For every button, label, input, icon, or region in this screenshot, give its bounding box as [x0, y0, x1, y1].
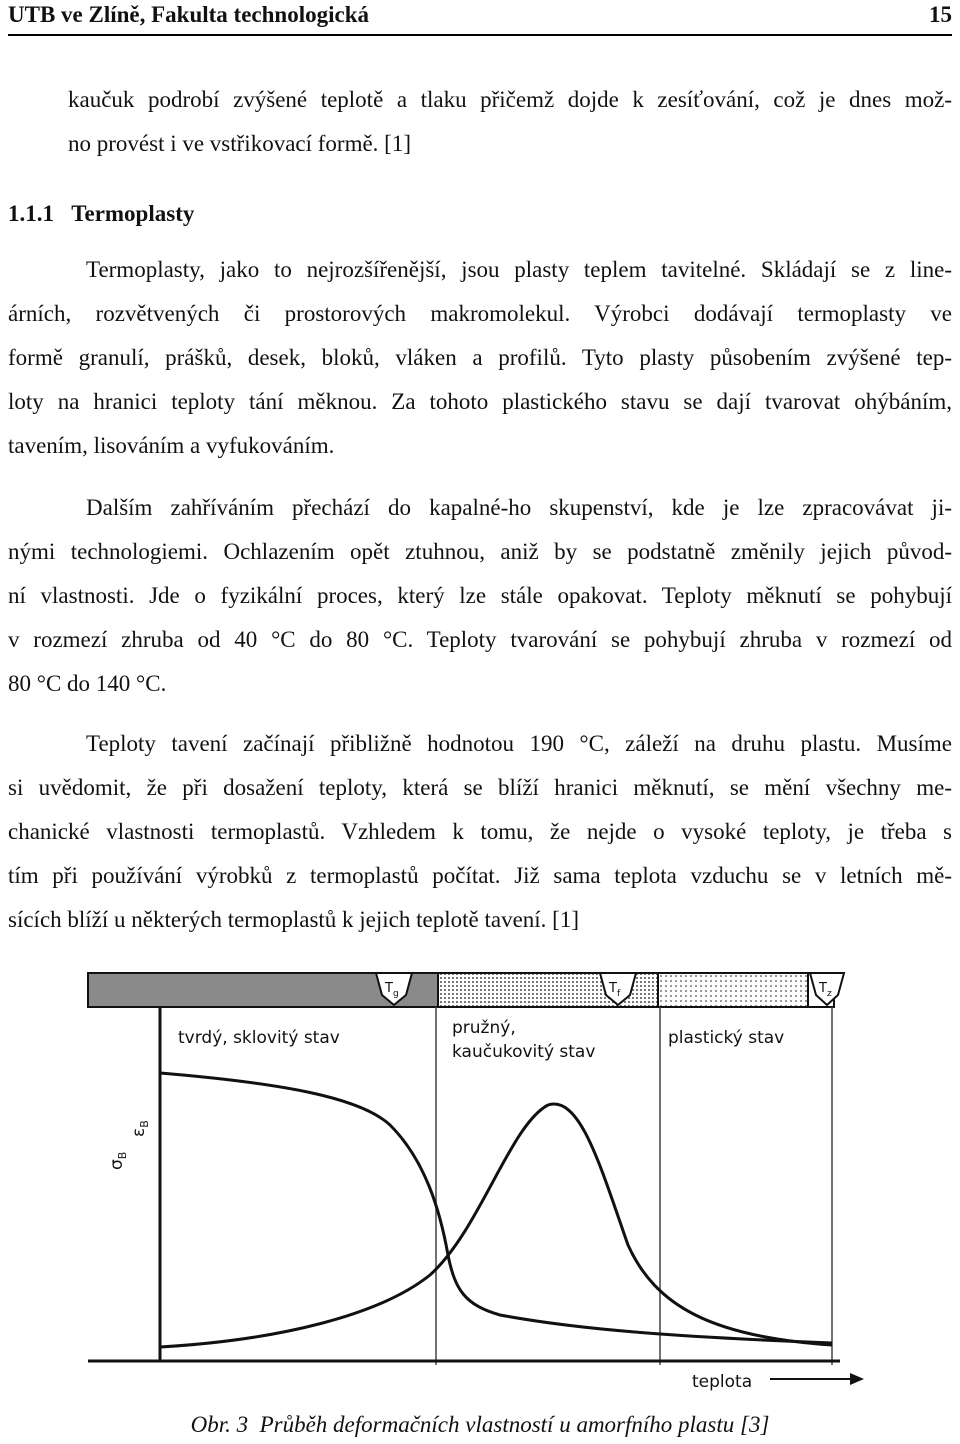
paragraph-line: Dalším zahříváním přechází do kapalné-ho skupenství, kde je lze zpracovávat ji-	[86, 495, 952, 520]
deformation-figure	[80, 965, 880, 1395]
paragraph-line: Termoplasty, jako to nejrozšířenější, jsou plasty teplem tavitelné. Skládají se z line-	[86, 257, 952, 282]
paragraph-line: kaučuk podrobí zvýšené teplotě a tlaku přičemž dojde k zesíťování, což je dnes mož-	[68, 87, 952, 112]
section-number: 1.1.1	[8, 201, 54, 226]
paragraph-line: árních, rozvětvených či prostorových makromolekul. Výrobci dodávají termoplasty ve	[8, 301, 952, 326]
paragraph-line: sících blíží u některých termoplastů k jejich teplotě tavení. [1]	[8, 907, 579, 932]
paragraph-line: si uvědomit, že při dosažení teploty, která se blíží hranici měknutí, se mění všechny me-	[8, 775, 952, 800]
paragraph-line: formě granulí, prášků, desek, bloků, vláken a profilů. Tyto plasty působením zvýšené tep-	[8, 345, 952, 370]
section-heading	[8, 200, 194, 228]
region-plastic-label: plastický stav	[668, 1028, 785, 1048]
paragraph-line: loty na hranici teploty tání měknou. Za tohoto plastického stavu se dají tvarovat ohýbáním,	[8, 389, 952, 414]
header-title: UTB ve Zlíně, Fakulta technologická	[8, 2, 369, 27]
paragraph-line: nými technologiemi. Ochlazením opět ztuhnou, aniž by se podstatně změnily jejich původ-	[8, 539, 952, 564]
region-rubber-label-1: pružný,	[452, 1018, 516, 1038]
page-number: 15	[929, 2, 952, 27]
band-plastic	[658, 973, 808, 1007]
svg-text:σB	[107, 1152, 129, 1170]
y-label-sigma: σ	[107, 1159, 127, 1170]
caption-prefix: Obr. 3	[190, 1412, 249, 1437]
page-header	[8, 0, 952, 36]
paragraph-line: v rozmezí zhruba od 40 °C do 80 °C. Teploty tvarování se pohybují zhruba v rozmezí od	[8, 627, 952, 652]
tz-marker-sub: z	[826, 989, 832, 999]
paragraph-line: 80 °C do 140 °C.	[8, 671, 167, 696]
paragraph-line: chanické vlastnosti termoplastů. Vzhledem k tomu, že nejde o vysoké teploty, je třeba s	[8, 819, 952, 844]
temperature-arrow-head	[850, 1373, 864, 1385]
deformation-diagram	[80, 965, 880, 1395]
paragraph-line: tím při používání výrobků z termoplastů počítat. Již sama teplota vzduchu se v letních mě-	[8, 863, 952, 888]
region-rubber-label-2: kaučukovitý stav	[452, 1042, 596, 1062]
tg-marker-label: T	[385, 981, 393, 996]
tf-marker-sub: f	[616, 989, 621, 999]
caption-text: Průběh deformačních vlastností u amorfního plastu [3]	[259, 1412, 770, 1437]
svg-text:εB	[129, 1120, 151, 1137]
tg-marker-sub: g	[392, 989, 399, 999]
paragraph-line: tavením, lisováním a vyfukováním.	[8, 433, 335, 458]
y-label-eps-sub: B	[138, 1120, 151, 1128]
x-axis-label: teplota	[692, 1372, 753, 1392]
tz-marker-label: T	[819, 981, 827, 996]
paragraph-line: ní vlastnosti. Jde o fyzikální proces, který lze stále opakovat. Teploty měknutí se pohybují	[8, 583, 952, 608]
region-hard-label: tvrdý, sklovitý stav	[178, 1028, 340, 1048]
y-label-sigma-sub: B	[116, 1151, 129, 1160]
paragraph-line: no provést i ve vstřikovací formě. [1]	[68, 131, 411, 156]
strength-curve	[160, 1073, 832, 1343]
tf-marker-label: T	[609, 981, 617, 996]
elongation-curve	[160, 1104, 832, 1347]
y-label-eps: ε	[129, 1127, 149, 1137]
figure-caption	[0, 1412, 960, 1438]
paragraph-line: Teploty tavení začínají přibližně hodnotou 190 °C, záleží na druhu plastu. Musíme	[86, 731, 952, 756]
section-title: Termoplasty	[71, 201, 195, 226]
